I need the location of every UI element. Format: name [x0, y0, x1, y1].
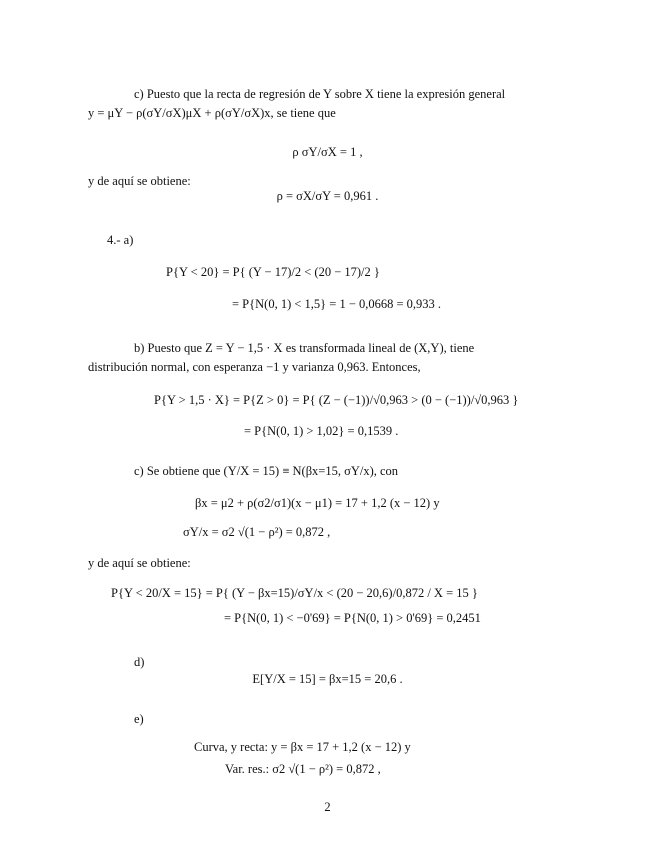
question-4d-label: d)	[134, 655, 145, 669]
equation-4c-sigma: σY/x = σ2 √(1 − ρ²) = 0,872 ,	[183, 525, 331, 539]
equation-rho-value: ρ = σX/σY = 0,961 .	[276, 189, 379, 203]
equation-4c-beta: βx = μ2 + ρ(σ2/σ1)(x − μ1) = 17 + 1,2 (x − 12) y	[195, 496, 440, 510]
paragraph-4b-line2: distribución normal, con esperanza −1 y varianza 0,963. Entonces,	[88, 360, 421, 374]
equation-4e-line2: Var. res.: σ2 √(1 − ρ²) = 0,872 ,	[225, 762, 381, 776]
text-y-de-aqui-2: y de aquí se obtiene:	[88, 556, 191, 570]
paragraph-4b-line1: b) Puesto que Z = Y − 1,5 · X es transformada lineal de (X,Y), tiene	[134, 341, 475, 355]
equation-4b-line2: = P{N(0, 1) > 1,02} = 0,1539 .	[244, 424, 399, 438]
equation-4a-line2: = P{N(0, 1) < 1,5} = 1 − 0,0668 = 0,933 .	[232, 297, 442, 311]
equation-4d: E[Y/X = 15] = βx=15 = 20,6 .	[252, 672, 403, 686]
equation-4e-line1: Curva, y recta: y = βx = 17 + 1,2 (x − 12) y	[194, 740, 411, 754]
equation-4b-line1: P{Y > 1,5 · X} = P{Z > 0} = P{ (Z − (−1))/√0,963 > (0 − (−1))/√0,963 }	[154, 393, 519, 407]
paragraph-4c-intro: c) Se obtiene que (Y/X = 15) ≡ N(βx=15, σY/x), con	[134, 464, 399, 478]
equation-rho-ratio: ρ σY/σX = 1 ,	[292, 145, 363, 159]
text-y-de-aqui-1: y de aquí se obtiene:	[88, 174, 191, 188]
equation-4a-line1: P{Y < 20} = P{ (Y − 17)/2 < (20 − 17)/2 }	[166, 265, 380, 279]
page-number: 2	[324, 800, 331, 814]
equation-4c-prob-line2: = P{N(0, 1) < −0'69} = P{N(0, 1) > 0'69} = 0,2451	[224, 611, 481, 625]
paragraph-c-line2: y = μY − ρ(σY/σX)μX + ρ(σY/σX)x, se tiene que	[88, 106, 336, 120]
question-4e-label: e)	[134, 712, 144, 726]
question-4a-label: 4.- a)	[107, 233, 134, 247]
equation-4c-prob-line1: P{Y < 20/X = 15} = P{ (Y − βx=15)/σY/x < (20 − 20,6)/0,872 / X = 15 }	[111, 586, 478, 600]
paragraph-c-line1: c) Puesto que la recta de regresión de Y sobre X tiene la expresión general	[134, 87, 506, 101]
